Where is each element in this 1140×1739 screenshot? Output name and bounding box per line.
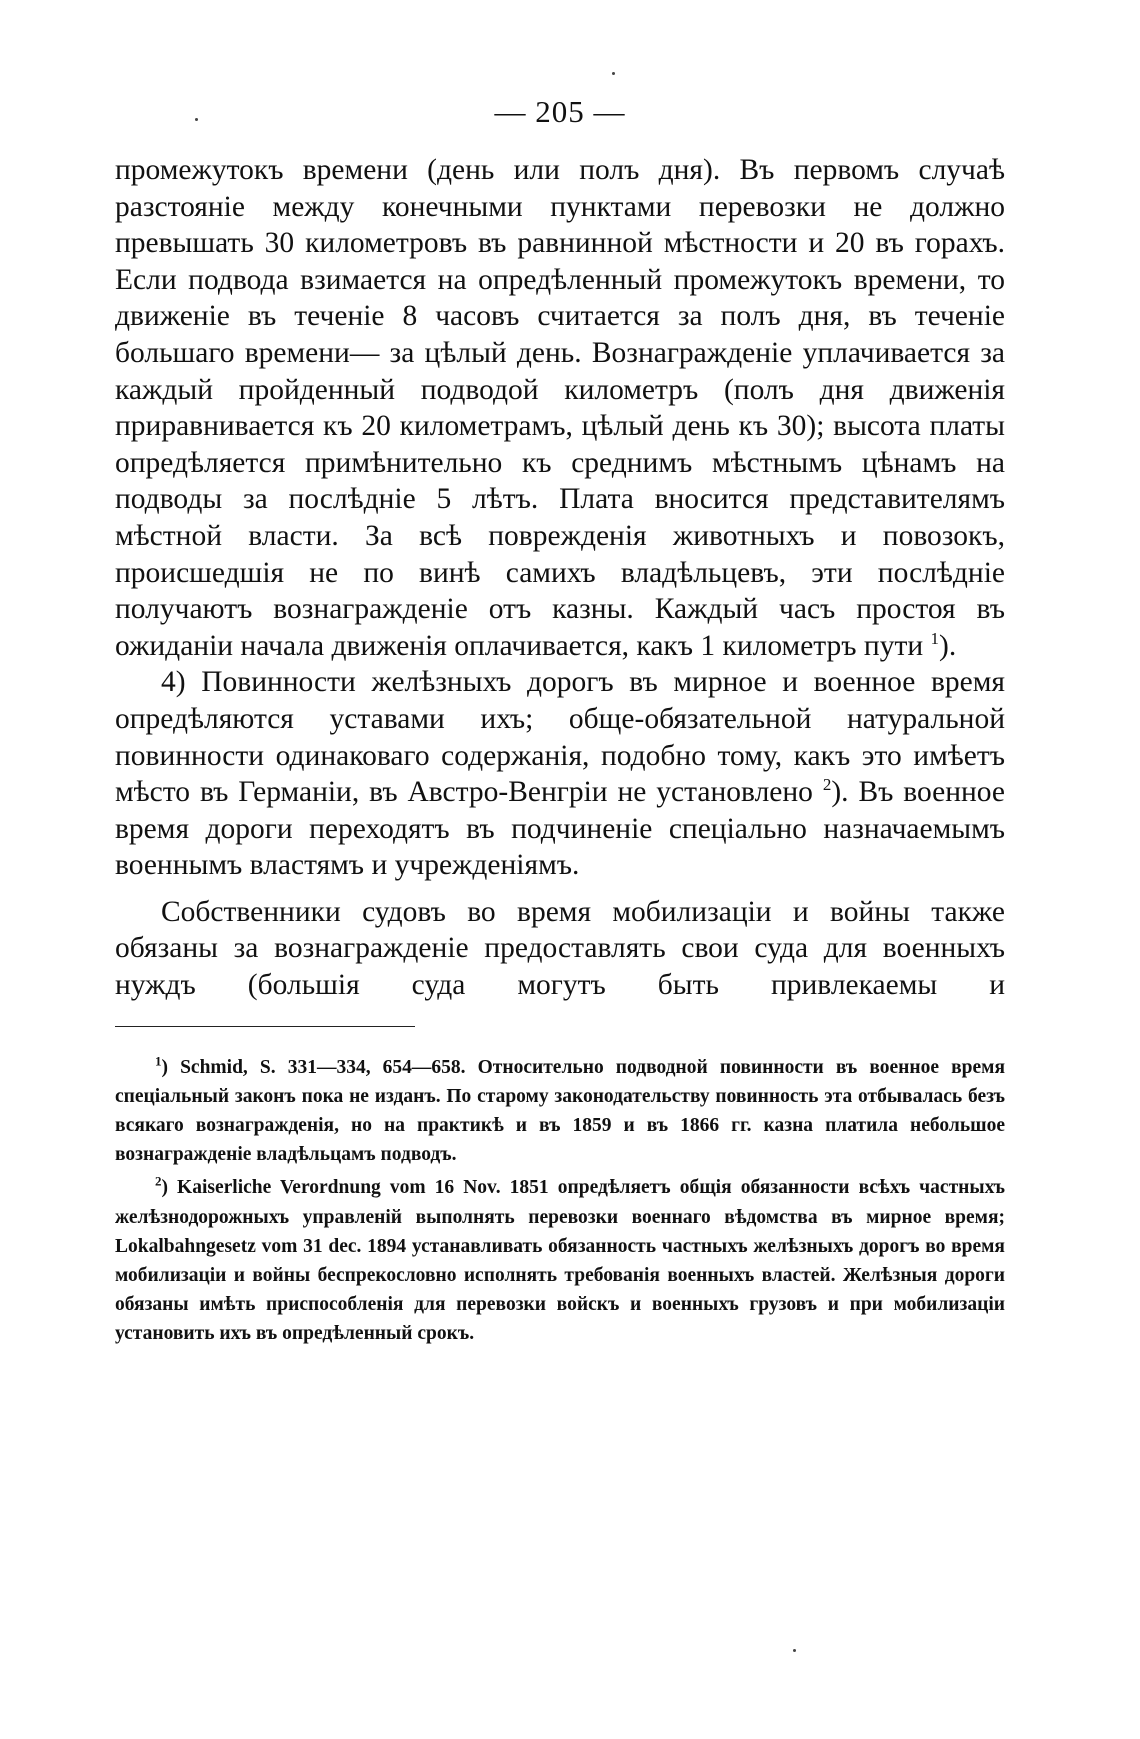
footnote-1-mark: 1 bbox=[155, 1053, 162, 1069]
paragraph-2-tail: ). Въ военное время дороги переходятъ въ подчиненіе спеціально назначаемымъ военнымъ властямъ и учрежденіямъ. bbox=[115, 776, 1006, 882]
footnote-2-text: ) Kaiserliche Verordnung vom 16 Nov. 1851 опредѣляетъ общія обязанности всѣхъ частныхъ желѣзнодорожныхъ управленій выполнять перевозки военнаго вѣдомства въ мирное время; Lokalbahngesetz vom 31 dec. 1894 устанавливать обязанность частныхъ желѣзныхъ дорогъ во время мобилизаціи и войны беспрекословно исполнять требованія военныхъ властей. Желѣзныя дороги обязаны имѣть приспособленія для перевозки войскъ и военныхъ грузовъ и при мобилизаціи установить ихъ въ опредѣленный срокъ. bbox=[115, 1177, 1005, 1345]
paragraph-2-text: 4) Повинности желѣзныхъ дорогъ въ мирное и военное время опредѣляются уставами ихъ; обще-обязательной натуральной повинности одинаковаго содержанія, подобно тому, какъ это имѣетъ мѣсто въ Германіи, въ Австро-Венгріи не установлено bbox=[115, 666, 1005, 809]
footnote-ref-1[interactable]: 1 bbox=[930, 628, 940, 648]
footnote-ref-2[interactable]: 2 bbox=[822, 775, 832, 795]
print-speck bbox=[793, 1649, 796, 1652]
paragraph-1-tail: ). bbox=[939, 629, 957, 662]
paragraph-1-text: промежутокъ времени (день или полъ дня). Въ первомъ случаѣ разстояніе между конечными пунктами перевозки не должно превышать 30 километровъ въ равнинной мѣстности и 20 въ горахъ. Если подвода взимается на опредѣленный промежутокъ времени, то движеніе въ теченіе 8 часовъ считается за полъ дня, въ теченіе большаго времени— за цѣлый день. Вознагражденіе уплачивается за каждый пройденный подводой километръ (полъ дня движенія приравнивается къ 20 километрамъ, цѣлый день къ 30); высота платы опредѣляется примѣнительно къ среднимъ мѣстнымъ цѣнамъ на подводы за послѣдніе 5 лѣтъ. Плата вносится представителямъ мѣстной власти. За всѣ поврежденія животныхъ и повозокъ, происшедшія не по винѣ самихъ владѣльцевъ, эти послѣдніе получаютъ вознагражденіе отъ казны. Каждый часъ простоя въ ожиданіи начала движенія оплачивается, какъ 1 километръ пути bbox=[115, 154, 1005, 662]
main-text bbox=[115, 152, 1005, 1004]
footnote-1-text: ) Schmid, S. 331—334, 654—658. Относительно подводной повинности въ военное время спеціальный законъ пока не изданъ. По старому законодательству повинность эта отбывалась безъ всякаго вознагражденія, но на практикѣ и въ 1859 и въ 1866 гг. казна платила небольшое вознагражденіе владѣльцамъ подводъ. bbox=[115, 1056, 1005, 1166]
footnote-1 bbox=[115, 1053, 1005, 1170]
print-speck bbox=[612, 72, 615, 75]
paragraph-3: Собственники судовъ во время мобилизаціи и войны также обязаны за вознагражденіе предоставлять свои суда для военныхъ нуждъ (большія суда могутъ быть привлекаемы и bbox=[115, 895, 1005, 1002]
footnote-2-mark: 2 bbox=[155, 1173, 162, 1189]
paragraph-1 bbox=[115, 152, 1005, 664]
footnote-separator bbox=[115, 1026, 415, 1027]
footnote-2 bbox=[115, 1173, 1005, 1348]
paragraph-2 bbox=[115, 664, 1005, 884]
book-page bbox=[115, 92, 1005, 1353]
page-number: — 205 — bbox=[494, 94, 626, 129]
footnotes bbox=[115, 1053, 1005, 1349]
